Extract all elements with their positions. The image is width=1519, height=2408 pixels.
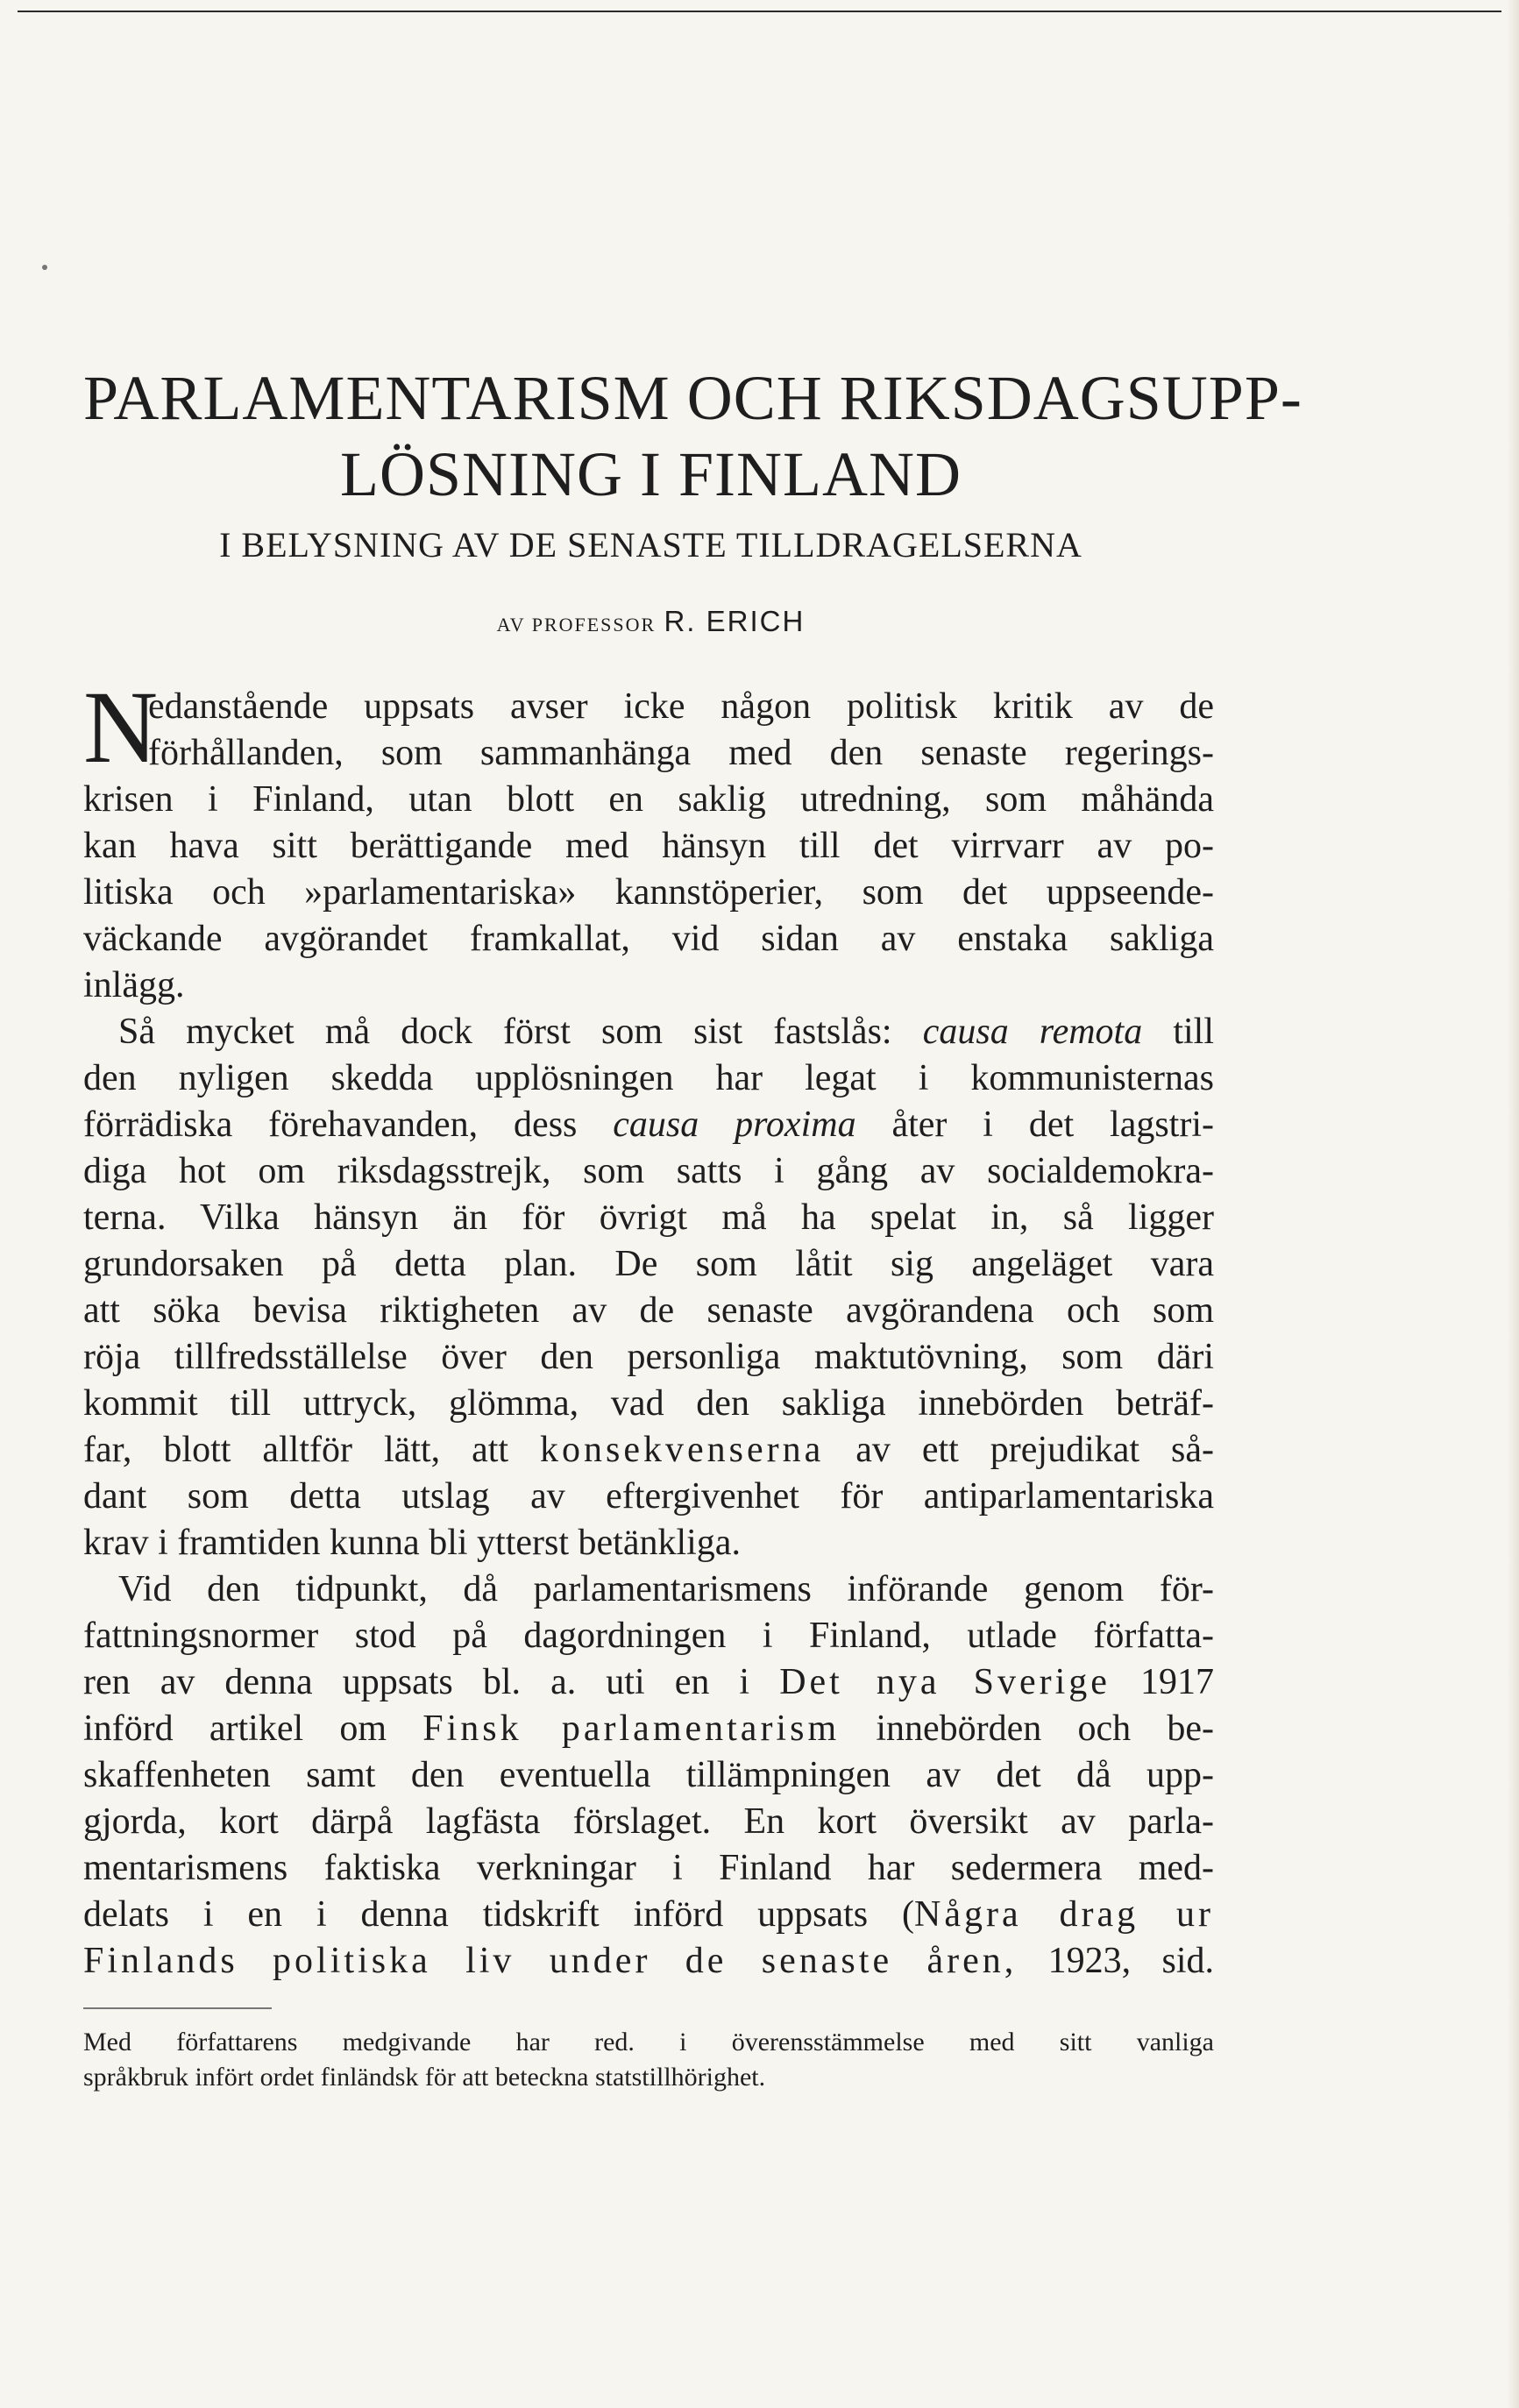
text-line: ren av denna uppsats bl. a. uti en i Det nya Sverige 1917 xyxy=(83,1662,1214,1702)
text-line: kommit till uttryck, glömma, vad den sakliga innebörden beträf- xyxy=(83,1383,1214,1424)
ink-speck xyxy=(42,265,47,270)
text-line: Så mycket må dock först som sist fastslås: causa remota till xyxy=(118,1012,1215,1052)
author-name: R. ERICH xyxy=(664,605,806,637)
text-line: terna. Vilka hänsyn än för övrigt må ha spelat in, så ligger xyxy=(83,1197,1214,1238)
text-line: litiska och »parlamentariska» kannstöperier, som det uppseende- xyxy=(83,872,1214,913)
text-line: att söka bevisa riktigheten av de senaste avgörandena och som xyxy=(83,1290,1214,1331)
text-line: kan hava sitt berättigande med hänsyn till det virrvarr av po- xyxy=(83,826,1214,866)
emphasized-term: konsekvenserna xyxy=(540,1430,825,1470)
article-reference: Finlands politiska liv under de senaste åren, xyxy=(83,1941,1018,1981)
paragraph-1 xyxy=(83,670,1214,1009)
byline xyxy=(83,605,1218,639)
top-border-line xyxy=(18,11,1501,12)
footnote-line: språkbruk infört ordet finländsk för att beteckna statstillhörighet. xyxy=(83,2063,766,2092)
text-line: gjorda, kort därpå lagfästa förslaget. En kort översikt av parla- xyxy=(83,1801,1214,1842)
text-line: krisen i Finland, utan blott en saklig utredning, som måhända xyxy=(83,779,1214,820)
drop-cap: N xyxy=(83,670,159,785)
text-line: delats i en i denna tidskrift införd uppsats (Några drag ur xyxy=(83,1894,1214,1935)
text-line: krav i framtiden kunna bli ytterst betänkliga. xyxy=(83,1523,741,1563)
text-line: inlägg. xyxy=(83,965,185,1005)
text-line: Finlands politiska liv under de senaste åren, 1923, sid. xyxy=(83,1941,1214,1981)
footnote xyxy=(83,2025,1214,2095)
text-line: edanstående uppsats avser icke någon politisk kritik av de xyxy=(148,686,1214,727)
footnote-rule xyxy=(83,2007,272,2009)
text-line: förhållanden, som sammanhänga med den senaste regerings- xyxy=(148,733,1214,773)
page-edge xyxy=(1507,0,1519,2408)
text-line: fattningsnormer stod på dagordningen i Finland, utlade författa- xyxy=(83,1616,1214,1656)
text-line: förrädiska förehavanden, dess causa proxima åter i det lagstri- xyxy=(83,1105,1214,1145)
paragraph-2 xyxy=(83,1009,1214,1566)
byline-prefix: AV PROFESSOR xyxy=(496,614,657,636)
article-title-line-2: LÖSNING I FINLAND xyxy=(340,439,962,509)
latin-term: causa remota xyxy=(922,1012,1143,1052)
text-line: skaffenheten samt den eventuella tillämpningen av det då upp- xyxy=(83,1755,1214,1795)
text-line: väckande avgörandet framkallat, vid sidan av enstaka sakliga xyxy=(83,919,1214,959)
text-line: grundorsaken på detta plan. De som låtit sig angeläget vara xyxy=(83,1244,1214,1284)
article-reference: Några drag ur xyxy=(914,1894,1214,1935)
article-reference: Finsk parlamentarism xyxy=(422,1708,841,1749)
text-line: införd artikel om Finsk parlamentarism innebörden och be- xyxy=(83,1708,1215,1749)
latin-term: causa proxima xyxy=(613,1105,856,1145)
text-line: den nyligen skedda upplösningen har legat i kommunisternas xyxy=(83,1058,1214,1098)
text-line: diga hot om riksdagsstrejk, som satts i gång av socialdemokra- xyxy=(83,1151,1214,1191)
article-subtitle: I BELYSNING AV DE SENASTE TILLDRAGELSERNA xyxy=(219,525,1082,565)
article-body xyxy=(83,670,1215,1985)
text-line: dant som detta utslag av eftergivenhet för antiparlamentariska xyxy=(83,1476,1214,1517)
text-line: mentarismens faktiska verkningar i Finland har sedermera med- xyxy=(83,1848,1214,1888)
paragraph-3 xyxy=(83,1566,1214,1985)
article-title-line-1: PARLAMENTARISM OCH RIKSDAGSUPP- xyxy=(83,363,1303,433)
publication-title: Det nya Sverige xyxy=(779,1662,1111,1702)
text-line: Vid den tidpunkt, då parlamentarismens införande genom för- xyxy=(118,1569,1214,1609)
footnote-line: Med författarens medgivande har red. i överensstämmelse med sitt vanliga xyxy=(83,2028,1214,2056)
text-line: far, blott alltför lätt, att konsekvenserna av ett prejudikat så- xyxy=(83,1430,1214,1470)
text-line: röja tillfredsställelse över den personliga maktutövning, som däri xyxy=(83,1337,1214,1377)
